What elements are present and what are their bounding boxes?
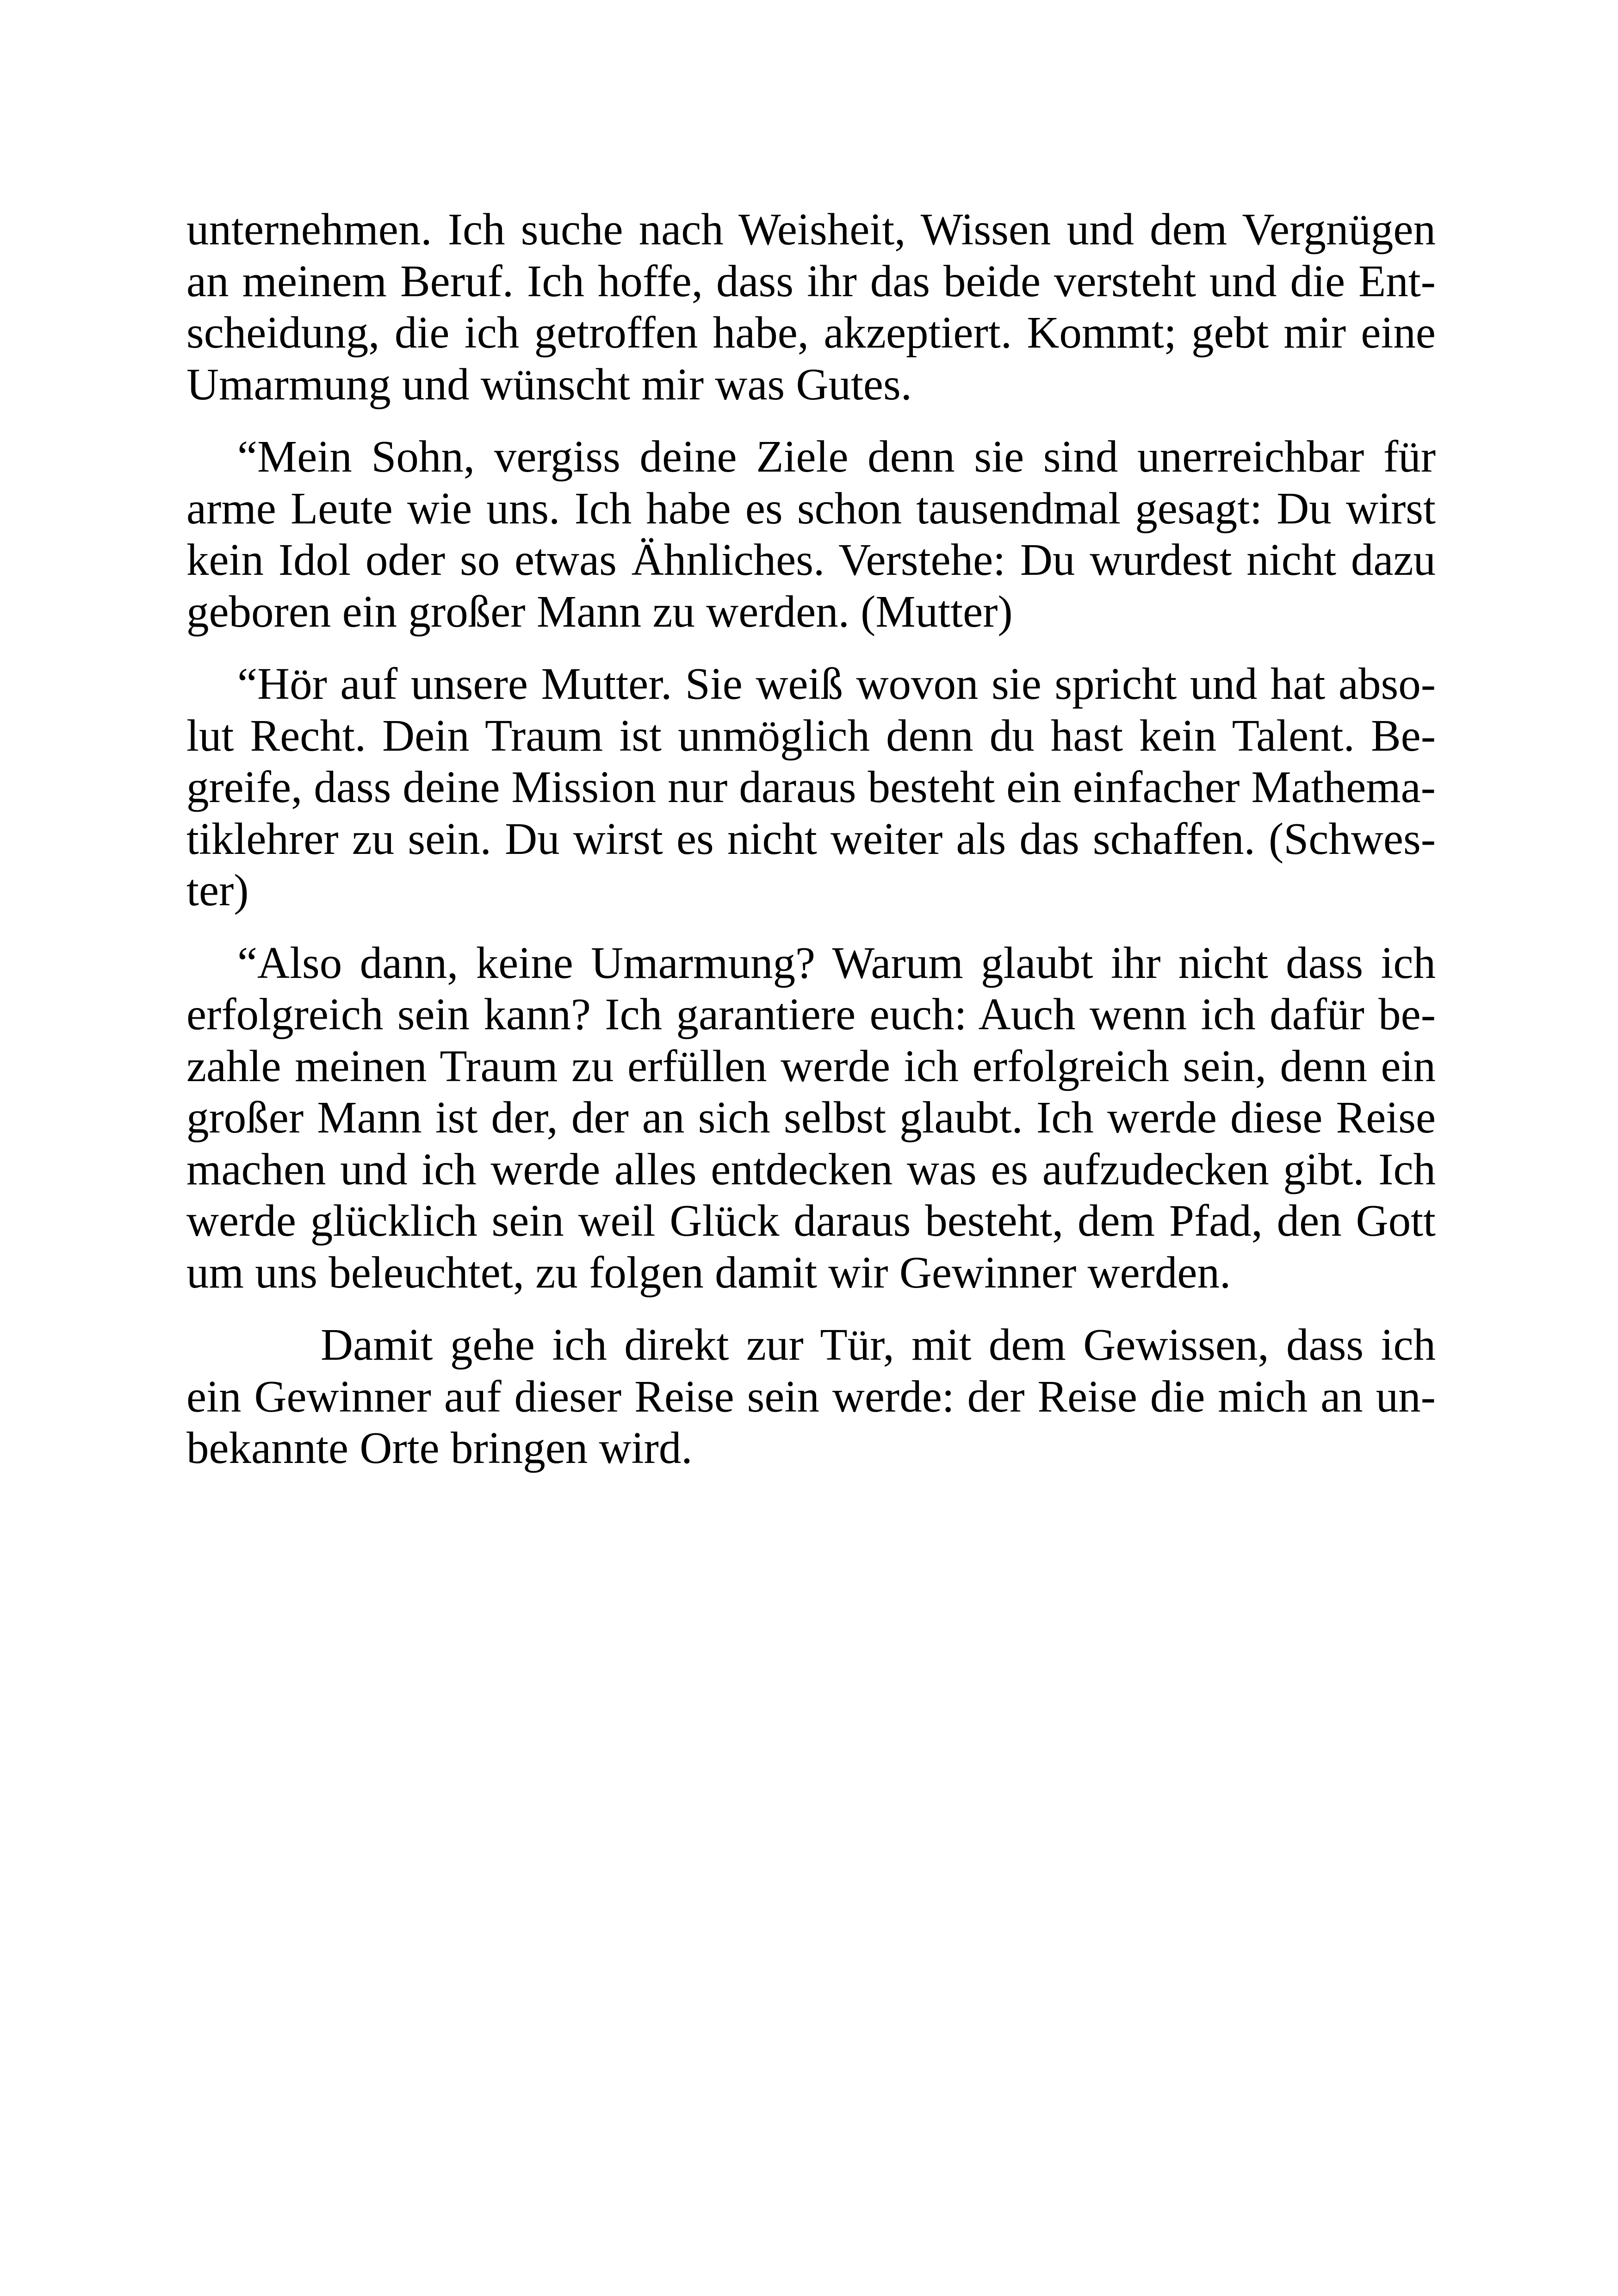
text-line: ter) — [186, 865, 249, 915]
text-line: “Also dann, keine Umarmung? Warum glaubt ihr nicht dass ich — [237, 938, 1436, 988]
body-text — [186, 204, 1436, 1495]
text-line: arme Leute wie uns. Ich habe es schon tausendmal gesagt: Du wirst — [186, 483, 1436, 533]
text-line: lut Recht. Dein Traum ist unmöglich denn du hast kein Talent. Be- — [186, 710, 1436, 760]
text-line: ein Gewinner auf dieser Reise sein werde: der Reise die mich an un- — [186, 1371, 1436, 1421]
text-line: unternehmen. Ich suche nach Weisheit, Wissen und dem Vergnügen — [186, 205, 1436, 254]
paragraph-4 — [186, 937, 1436, 1299]
text-line: an meinem Beruf. Ich hoffe, dass ihr das beide versteht und die Ent- — [186, 256, 1436, 306]
text-line: werde glücklich sein weil Glück daraus besteht, dem Pfad, den Gott — [186, 1196, 1436, 1245]
text-line: “Mein Sohn, vergiss deine Ziele denn sie sind unerreichbar für — [237, 432, 1436, 481]
text-line: greife, dass deine Mission nur daraus besteht ein einfacher Mathema- — [186, 762, 1436, 812]
text-line: um uns beleuchtet, zu folgen damit wir Gewinner werden. — [186, 1247, 1231, 1297]
text-line: machen und ich werde alles entdecken was es aufzudecken gibt. Ich — [186, 1144, 1436, 1194]
text-line: “Hör auf unsere Mutter. Sie weiß wovon sie spricht und hat abso- — [237, 659, 1436, 709]
text-line: geboren ein großer Mann zu werden. (Mutter) — [186, 586, 1013, 636]
text-line: tiklehrer zu sein. Du wirst es nicht weiter als das schaffen. (Schwes- — [186, 814, 1436, 864]
paragraph-5 — [186, 1319, 1436, 1474]
text-line: großer Mann ist der, der an sich selbst glaubt. Ich werde diese Reise — [186, 1093, 1436, 1142]
text-line: Damit gehe ich direkt zur Tür, mit dem Gewissen, dass ich — [321, 1320, 1436, 1369]
paragraph-2 — [186, 431, 1436, 637]
paragraph-1 — [186, 204, 1436, 410]
text-line: kein Idol oder so etwas Ähnliches. Verstehe: Du wurdest nicht dazu — [186, 535, 1436, 585]
text-line: zahle meinen Traum zu erfüllen werde ich erfolgreich sein, denn ein — [186, 1041, 1436, 1091]
paragraph-3 — [186, 658, 1436, 916]
text-line: erfolgreich sein kann? Ich garantiere euch: Auch wenn ich dafür be- — [186, 989, 1436, 1039]
text-line: Umarmung und wünscht mir was Gutes. — [186, 359, 912, 409]
text-line: scheidung, die ich getroffen habe, akzeptiert. Kommt; gebt mir eine — [186, 308, 1436, 357]
text-line: bekannte Orte bringen wird. — [186, 1423, 693, 1473]
